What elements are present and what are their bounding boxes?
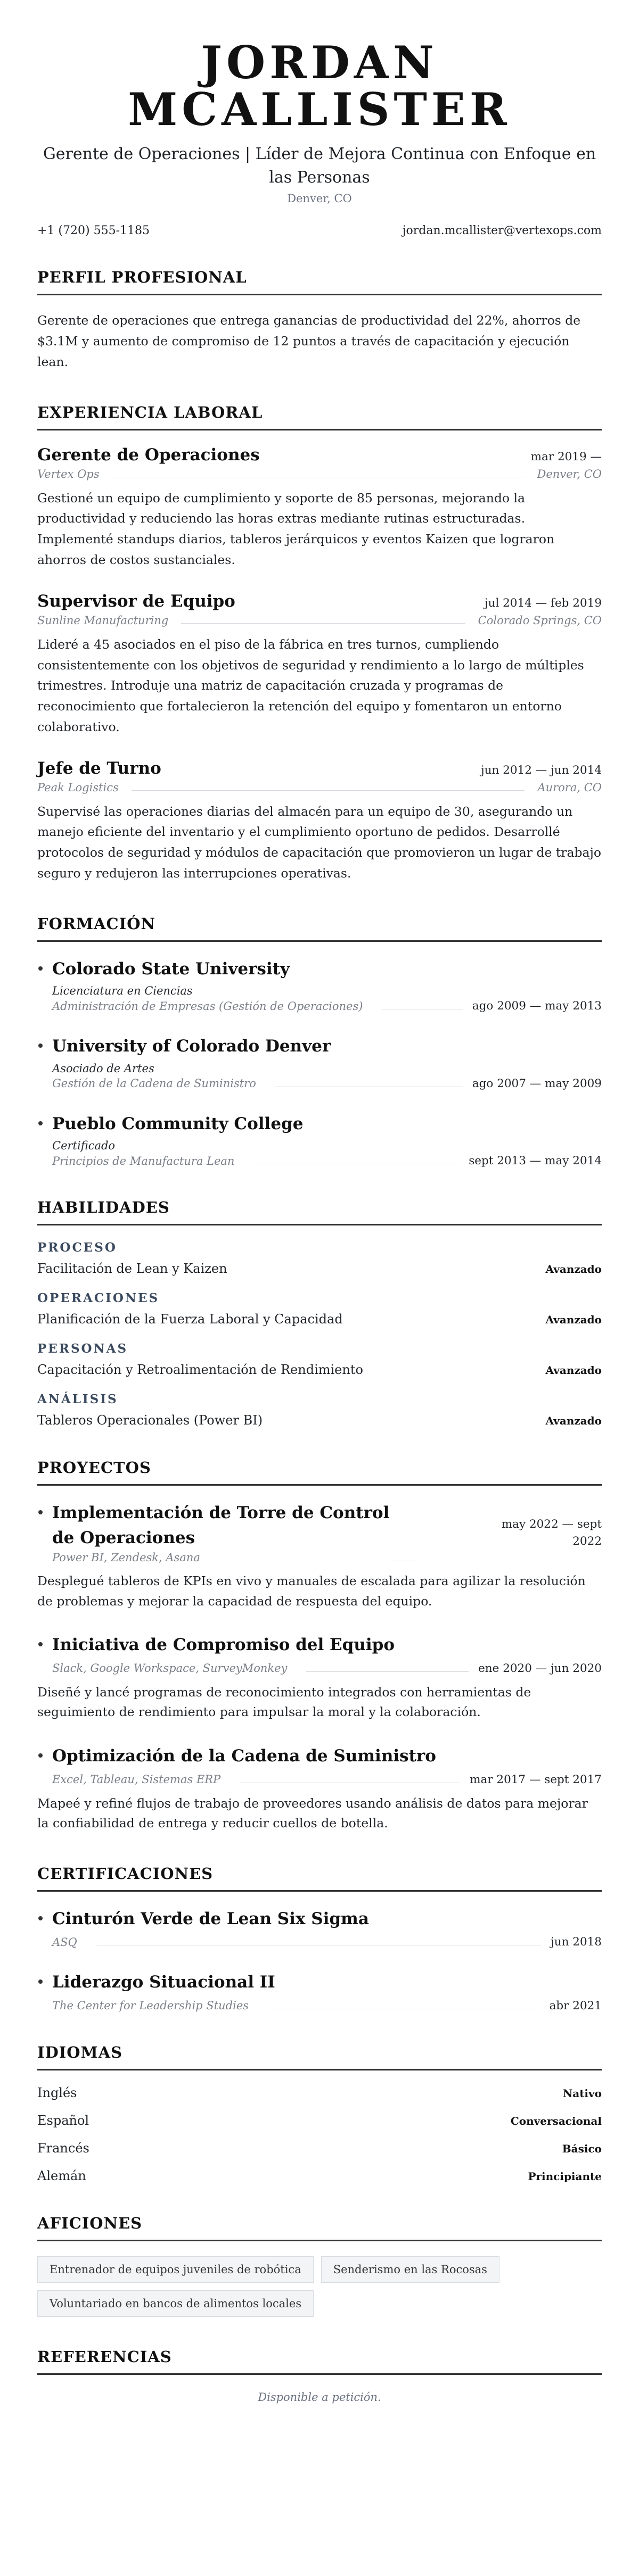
language-level: Conversacional [510,2114,602,2127]
hobbies-section [37,2214,602,2317]
language-row [37,2113,602,2128]
profile-section [37,268,602,372]
degree: Asociado de Artes [52,1062,154,1075]
bullet-icon [38,1979,43,1984]
certification-name: Liderazgo Situacional II [52,1973,275,1992]
job-description: Supervisé las operaciones diarias del almacén para un equipo de 30, asegurando un manejo eficiente del inventario y el cumplimiento oportuno de pedidos. Desarrollé protocolos de seguridad y módulos de capacitación que promovieron un lugar de trabajo seguro y redujeron las interrupciones operativas. [37,804,602,881]
profile-text: Gerente de operaciones que entrega ganancias de productividad del 22%, ahorros de $3.1M y aumento de compromiso de 12 puntos a través de capacitación y ejecución lean. [37,313,581,369]
hobby-tag: Senderismo en las Rocosas [321,2256,499,2283]
company: Peak Logistics [37,781,119,794]
skill-group [37,1291,602,1327]
hobby-tag: Voluntariado en bancos de alimentos locales [37,2290,314,2317]
skill-group [37,1392,602,1428]
contact-row [37,224,602,237]
bullet-icon [38,1753,43,1758]
certification-issuer: ASQ [52,1935,77,1949]
hobby-tags [37,2256,602,2317]
language-row [37,2168,602,2183]
project-title: Optimización de la Cadena de Suministro [52,1746,436,1766]
section-title: REFERENCIAS [37,2348,602,2375]
skill-category: ANÁLISIS [37,1392,118,1407]
certification-issuer: The Center for Leadership Studies [52,1999,249,2012]
certification-date: jun 2018 [551,1935,602,1949]
skill-name: Capacitación y Retroalimentación de Rendimiento [37,1362,363,1378]
project-dates: may 2022 — sept 2022 [501,1517,602,1548]
section-title: IDIOMAS [37,2043,602,2070]
project-title: Iniciativa de Compromiso del Equipo [52,1635,395,1655]
degree: Certificado [52,1139,116,1153]
field-of-study: Administración de Empresas (Gestión de Operaciones) [52,999,363,1013]
language-level: Principiante [528,2169,602,2183]
leader-line [306,1665,469,1672]
project-entry [37,1744,602,1834]
language-level: Nativo [562,2086,602,2100]
job-dates: mar 2019 — [530,450,602,463]
job-title: Supervisor de Equipo [37,591,235,611]
leader-line [392,1554,419,1561]
section-title: FORMACIÓN [37,915,602,942]
language-row [37,2141,602,2156]
job-dates: jun 2012 — jun 2014 [481,763,602,777]
company: Sunline Manufacturing [37,614,169,627]
skill-level: Avanzado [545,1364,602,1377]
skill-name: Facilitación de Lean y Kaizen [37,1261,227,1277]
job-title: Gerente de Operaciones [37,445,260,465]
project-tools: Excel, Tableau, Sistemas ERP [52,1773,221,1786]
job-entry [37,592,602,738]
language-name: Español [37,2113,89,2128]
project-description: Desplegué tableros de KPIs en vivo y manuales de escalada para agilizar la resolución de problemas y mejorar la capacidad de respuesta del equipo. [37,1573,586,1609]
leader-line [382,1003,462,1009]
project-entry [37,1633,602,1722]
section-title: AFICIONES [37,2214,602,2241]
company: Vertex Ops [37,467,100,481]
skill-group [37,1341,602,1377]
leader-line [96,1939,541,1945]
job-dates: jul 2014 — feb 2019 [484,596,602,610]
education-entry [37,957,602,1013]
project-description: Mapeé y refiné flujos de trabajo de proveedores usando análisis de datos para mejorar la confiabilidad de entrega y reducir cuellos de botella. [37,1795,588,1831]
language-row [37,2085,602,2100]
bullet-icon [38,1121,43,1125]
hobby-tag: Entrenador de equipos juveniles de robótica [37,2256,314,2283]
skill-category: OPERACIONES [37,1291,160,1306]
project-dates: mar 2017 — sept 2017 [470,1772,602,1786]
job-location: Denver, CO [537,467,602,481]
skill-category: PERSONAS [37,1341,128,1356]
leader-line [275,1080,463,1087]
certification-entry [37,1907,602,1949]
headline: Gerente de Operaciones | Líder de Mejora Continua con Enfoque en las Personas [43,145,596,187]
bullet-icon [38,1642,43,1646]
resume-page [37,0,602,2425]
education-section [37,915,602,1168]
certification-date: abr 2021 [549,1999,602,2012]
education-dates: ago 2007 — may 2009 [472,1076,602,1090]
skill-level: Avanzado [545,1313,602,1327]
language-name: Francés [37,2140,89,2156]
skill-group [37,1240,602,1276]
education-dates: ago 2009 — may 2013 [472,999,602,1013]
skill-name: Planificación de la Fuerza Laboral y Capacidad [37,1312,343,1327]
skill-level: Avanzado [545,1414,602,1428]
skills-section [37,1198,602,1428]
section-title: PERFIL PROFESIONAL [37,268,602,295]
email-link[interactable]: jordan.mcallister@vertexops.com [402,224,602,238]
section-title: EXPERIENCIA LABORAL [37,403,602,430]
project-dates: ene 2020 — jun 2020 [478,1661,602,1675]
education-entry [37,1112,602,1168]
references-text: Disponible a petición. [258,2390,381,2404]
education-entry [37,1034,602,1090]
project-entry [37,1501,602,1611]
language-name: Inglés [37,2085,77,2100]
project-tools: Slack, Google Workspace, SurveyMonkey [52,1662,288,1675]
languages-section [37,2043,602,2183]
language-level: Básico [562,2142,602,2155]
skill-name: Tableros Operacionales (Power BI) [37,1413,263,1428]
section-title: CERTIFICACIONES [37,1865,602,1892]
projects-section [37,1459,602,1834]
job-description: Gestioné un equipo de cumplimiento y soporte de 85 personas, mejorando la productividad y reduciendo las horas extras mediante rutinas estructuradas. Implementé standups diarios, tableros jerárquicos y eventos Kaizen que lograron ahorros de costos sustanciales. [37,490,555,567]
project-tools: Power BI, Zendesk, Asana [52,1551,200,1564]
bullet-icon [38,1916,43,1920]
skill-level: Avanzado [545,1263,602,1276]
job-location: Colorado Springs, CO [478,614,602,627]
job-entry [37,445,602,570]
school-name: University of Colorado Denver [52,1037,331,1056]
project-description: Diseñé y lancé programas de reconocimiento integrados con herramientas de seguimiento de rendimiento para impulsar la moral y la colaboración. [37,1684,531,1720]
phone: +1 (720) 555-1185 [37,224,150,238]
job-title: Jefe de Turno [37,758,161,778]
degree: Licenciatura en Ciencias [52,984,193,998]
experience-section [37,403,602,884]
location: Denver, CO [287,192,352,205]
field-of-study: Gestión de la Cadena de Suministro [52,1077,256,1090]
school-name: Colorado State University [52,959,290,979]
job-location: Aurora, CO [537,781,602,794]
bullet-icon [38,1510,43,1514]
job-description: Lideré a 45 asociados en el piso de la fábrica en tres turnos, cumpliendo consistentemente con los objetivos de seguridad y rendimiento a lo largo de múltiples trimestres. Introduje una matriz de capacitación cruzada y programas de reconocimiento que fortalecieron la retención del equipo y fomentaron un entorno colaborativo. [37,636,584,734]
leader-line [268,2002,540,2009]
certification-entry [37,1970,602,2012]
section-title: PROYECTOS [37,1459,602,1486]
project-title: Implementación de Torre de Control de Operaciones [52,1503,390,1547]
leader-line [253,1157,459,1164]
field-of-study: Principios de Manufactura Lean [52,1154,235,1167]
education-dates: sept 2013 — may 2014 [469,1154,602,1168]
leader-line [112,470,525,477]
leader-line [132,784,525,791]
references-section [37,2348,602,2404]
leader-line [240,1776,460,1783]
candidate-name: JORDAN MCALLISTER [128,36,511,136]
language-name: Alemán [37,2168,86,2183]
job-entry [37,759,602,884]
section-title: HABILIDADES [37,1198,602,1225]
bullet-icon [38,1043,43,1048]
leader-line [181,617,465,624]
skill-category: PROCESO [37,1240,117,1255]
school-name: Pueblo Community College [52,1114,304,1133]
certifications-section [37,1865,602,2012]
certification-name: Cinturón Verde de Lean Six Sigma [52,1909,369,1928]
bullet-icon [38,966,43,971]
